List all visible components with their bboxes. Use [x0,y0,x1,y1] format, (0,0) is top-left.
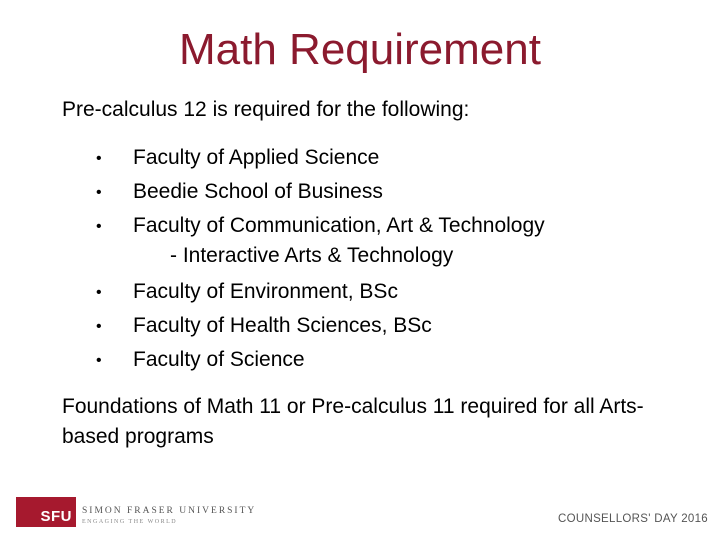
faculty-list [0,143,720,379]
list-item-text: Faculty of Environment, BSc [133,280,398,303]
sfu-logo-wordmark [82,497,256,527]
list-item [0,345,720,379]
list-item-text: Faculty of Applied Science [133,146,380,169]
list-item [0,211,720,277]
list-item [0,177,720,211]
list-item-text: Faculty of Communication, Art & Technology [133,214,545,237]
list-item-text: Beedie School of Business [133,180,383,203]
arts-requirement-note: Foundations of Math 11 or Pre-calculus 11 required for all Arts-based programs [62,395,644,448]
bullet-icon: • [96,318,102,335]
university-tagline: ENGAGING THE WORLD [82,519,178,525]
list-item-text: Faculty of Health Sciences, BSc [133,314,432,337]
event-label: COUNSELLORS' DAY 2016 [558,513,708,525]
list-item-subtext: - Interactive Arts & Technology [170,244,454,267]
list-item [0,143,720,177]
sfu-logo-letters: SFU [40,508,72,525]
list-item-text: Faculty of Science [133,348,305,371]
bullet-icon: • [96,150,102,167]
intro-text: Pre-calculus 12 is required for the following: [62,98,470,121]
sfu-logo-mark [16,497,76,527]
list-item [0,277,720,311]
bullet-icon: • [96,218,102,235]
university-name: SIMON FRASER UNIVERSITY [82,506,257,516]
bullet-icon: • [96,184,102,201]
list-item [0,311,720,345]
slide-title: Math Requirement [179,25,541,74]
sfu-logo [16,497,256,527]
bullet-icon: • [96,352,102,369]
bullet-icon: • [96,284,102,301]
